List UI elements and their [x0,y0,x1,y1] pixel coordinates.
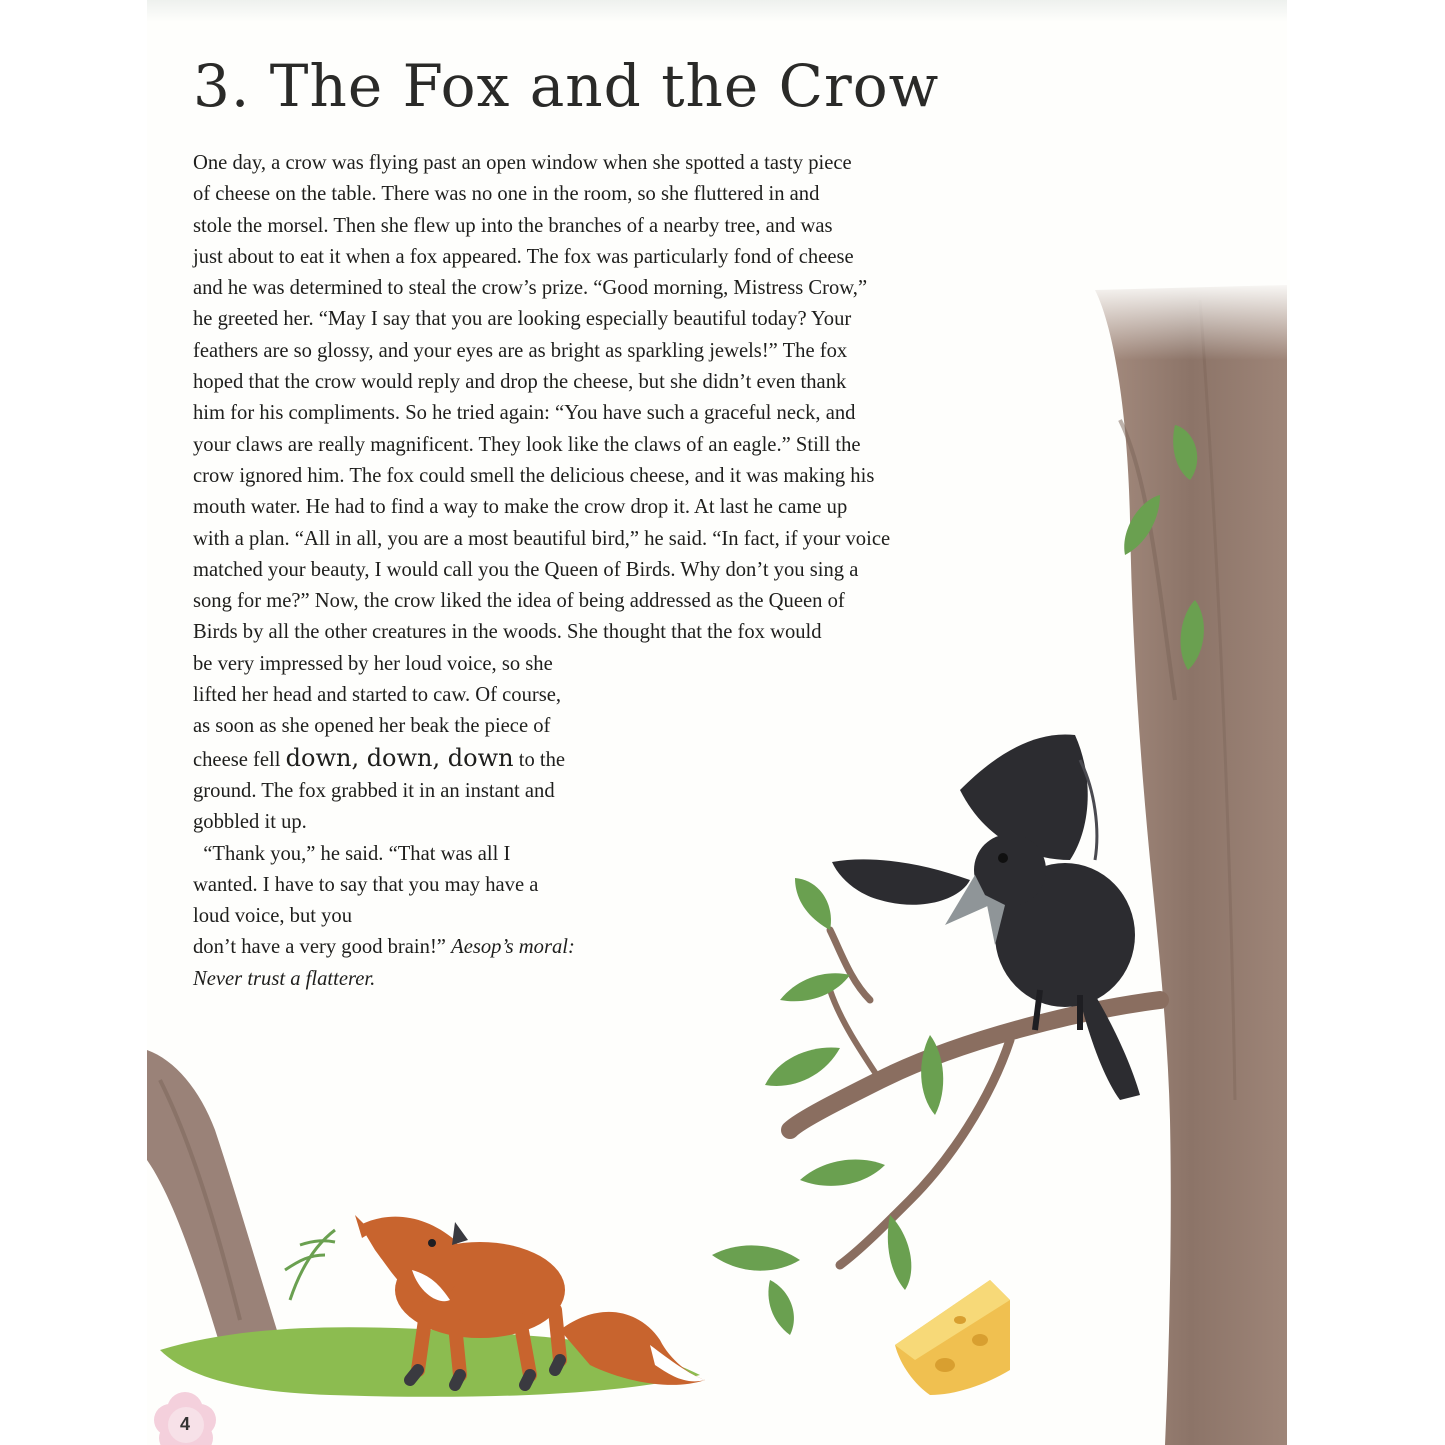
story-line: be very impressed by her loud voice, so she [193,652,553,675]
story-line: of cheese on the table. There was no one in the room, so she fluttered in and [193,183,820,206]
moral-label: Aesop’s moral: [451,936,575,959]
story-text-fragment: cheese fell [193,748,281,771]
story-line: stole the morsel. Then she flew up into the branches of a nearby tree, and was [193,214,833,237]
story-line: ground. The fox grabbed it in an instant and [193,779,555,802]
story-line: with a plan. “All in all, you are a most beautiful bird,” he said. “In fact, if your voice [193,527,891,550]
story-line: just about to eat it when a fox appeared. The fox was particularly fond of cheese [193,245,854,268]
story-line: him for his compliments. So he tried again: “You have such a graceful neck, and [193,402,856,425]
moral-text: Never trust a flatterer. [193,967,376,990]
story-line: matched your beauty, I would call you the Queen of Birds. Why don’t you sing a [193,558,859,581]
tree-trunk-left [147,1050,280,1345]
page-number: 4 [179,1414,190,1434]
story-line: loud voice, but you [193,905,353,928]
page-title: 3. The Fox and the Crow [193,52,940,120]
story-line: he greeted her. “May I say that you are looking especially beautiful today? Your [193,308,852,331]
story-line: as soon as she opened her beak the piece of [193,715,551,738]
story-text-fragment: to the [518,748,566,771]
story-line: gobbled it up. [193,811,307,834]
story-line: hoped that the crow would reply and drop the cheese, but she didn’t even thank [193,371,847,394]
story-line: and he was determined to steal the crow’s prize. “Good morning, Mistress Crow,” [193,277,868,300]
story-line: mouth water. He had to find a way to make the crow drop it. At last he came up [193,496,848,519]
story-line: feathers are so glossy, and your eyes are as bright as sparkling jewels!” The fox [193,339,848,362]
cheese-illustration [895,1280,1010,1395]
story-line: “Thank you,” he said. “That was all I [193,842,511,865]
story-line: wanted. I have to say that you may have a [193,873,539,896]
story-text-fragment: don’t have a very good brain!” [193,936,446,959]
story-line: lifted her head and started to caw. Of course, [193,684,562,707]
story-line: crow ignored him. The fox could smell the delicious cheese, and it was making his [193,464,875,487]
story-line: your claws are really magnificent. They look like the claws of an eagle.” Still the [193,433,861,456]
story-line: One day, a crow was flying past an open window when she spotted a tasty piece [193,152,852,174]
story-line: Birds by all the other creatures in the woods. She thought that the fox would [193,621,822,644]
emphasis-down-down-down: down, down, down [285,743,514,772]
story-line: song for me?” Now, the crow liked the idea of being addressed as the Queen of [193,590,845,613]
